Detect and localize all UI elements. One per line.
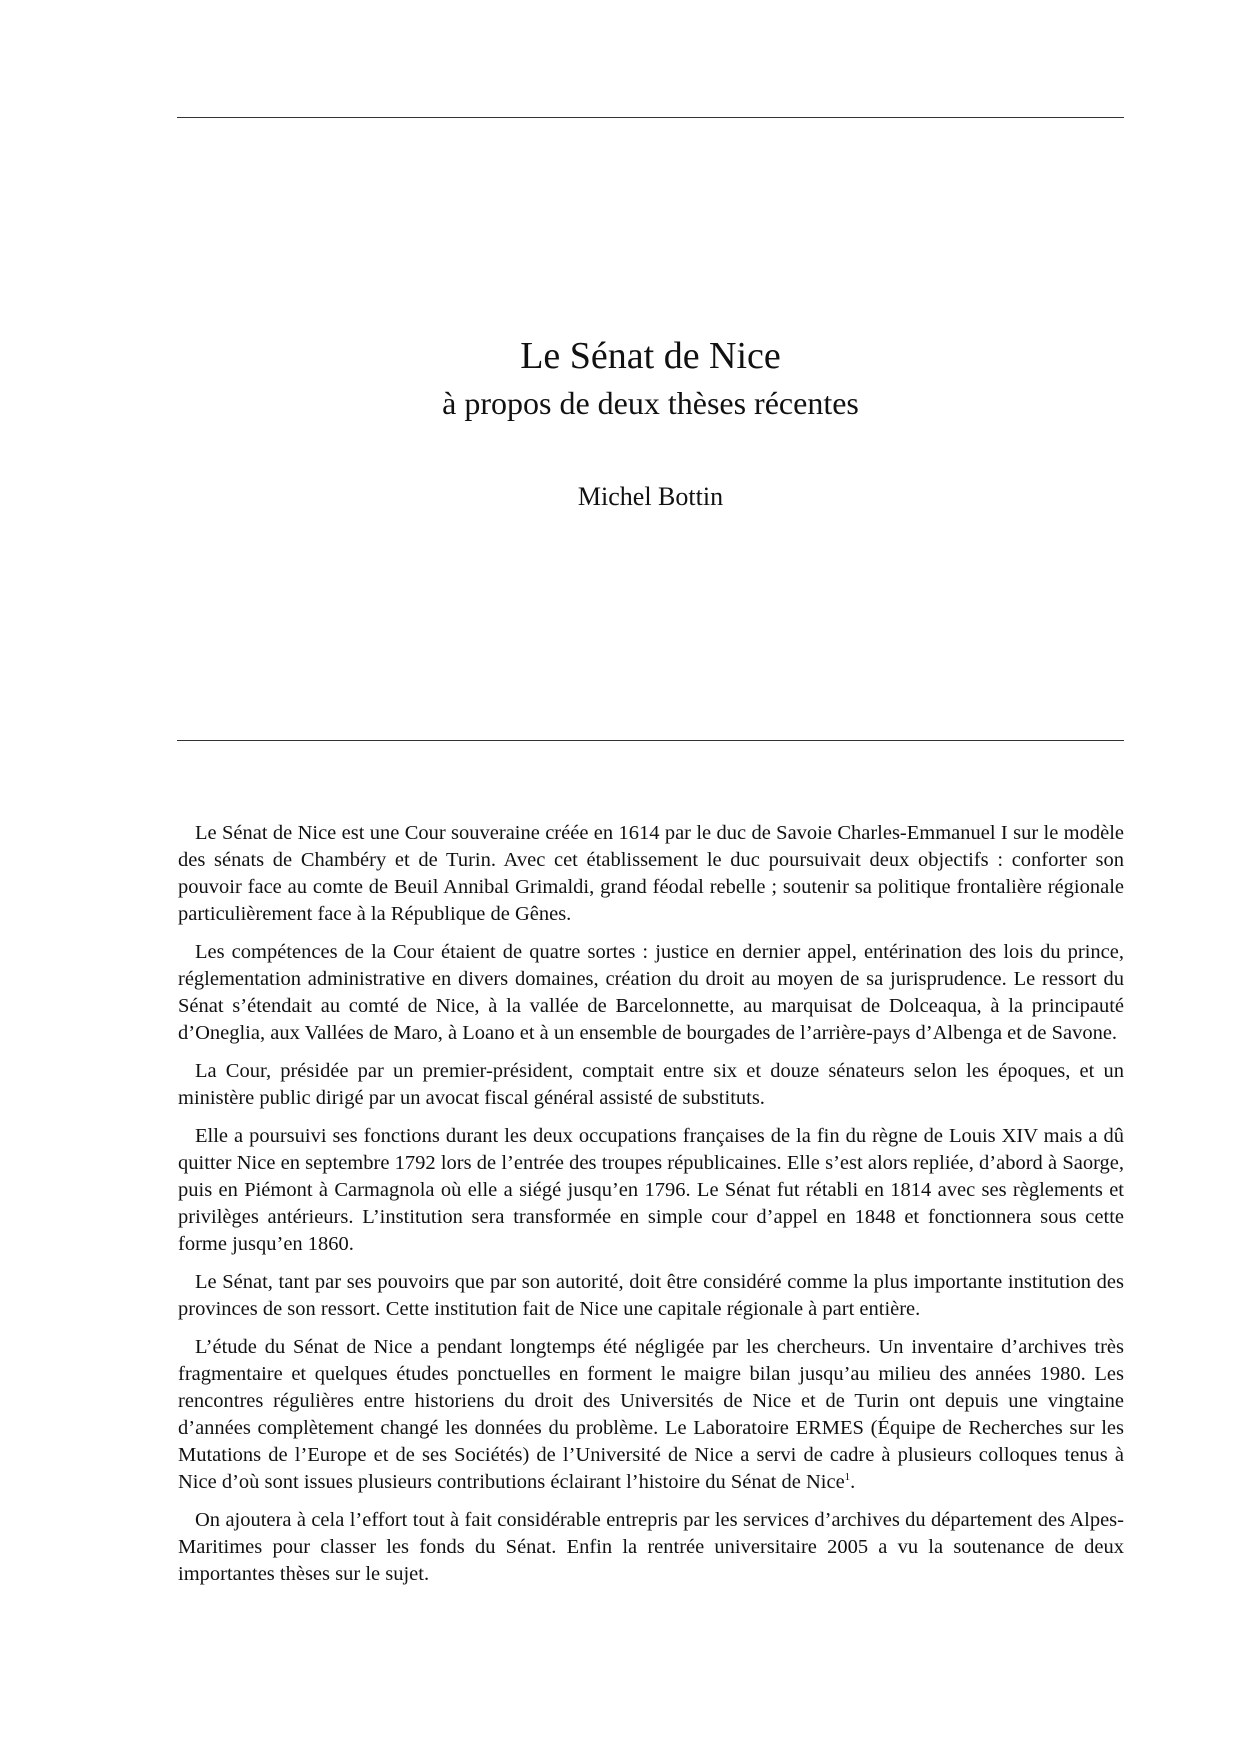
paragraph: Le Sénat de Nice est une Cour souveraine créée en 1614 par le duc de Savoie Charles-Emmanuel I sur le modèle des sénats de Chambéry et de Turin. Avec cet établissement le duc poursuivait deux objectifs : conforter son pouvoir face au comte de Beuil Annibal Grimaldi, grand féodal rebelle ; soutenir sa politique frontalière régionale particulièrement face à la République de Gênes. (178, 822, 1124, 925)
bottom-rule (177, 740, 1124, 741)
article-subtitle: à propos de deux thèses récentes (442, 385, 859, 421)
paragraph: Les compétences de la Cour étaient de quatre sortes : justice en dernier appel, entérination des lois du prince, réglementation administrative en divers domaines, création du droit au moyen de sa jurisprudence. Le ressort du Sénat s’étendait au comté de Nice, à la vallée de Barcelonnette, au marquisat de Dolceaqua, à la principauté d’Oneglia, aux Vallées de Maro, à Loano et à un ensemble de bourgades de l’arrière-pays d’Albenga et de Savone. (178, 941, 1124, 1044)
paragraph: Le Sénat, tant par ses pouvoirs que par son autorité, doit être considéré comme la plus importante institution des provinces de son ressort. Cette institution fait de Nice une capitale régionale à part entière. (178, 1271, 1124, 1320)
top-rule (177, 117, 1124, 118)
article-body (178, 820, 1124, 1599)
author-name: Michel Bottin (577, 482, 724, 511)
paragraph: La Cour, présidée par un premier-président, comptait entre six et douze sénateurs selon les époques, et un ministère public dirigé par un avocat fiscal général assisté de substituts. (178, 1060, 1124, 1109)
paragraph: On ajoutera à cela l’effort tout à fait considérable entrepris par les services d’archives du département des Alpes-Maritimes pour classer les fonds du Sénat. Enfin la rentrée universitaire 2005 a vu la soutenance de deux importantes thèses sur le sujet. (178, 1509, 1124, 1585)
paragraph-end: . (850, 1471, 856, 1493)
footnote-reference[interactable]: 1 (844, 1471, 851, 1484)
paragraph-text: L’étude du Sénat de Nice a pendant longtemps été négligée par les chercheurs. Un inventaire d’archives très fragmentaire et quelques études ponctuelles en forment le maigre bilan jusqu’au milieu des années 1980. Les rencontres régulières entre historiens du droit des Universités de Nice et de Turin ont depuis une vingtaine d’années complètement changé les données du problème. Le Laboratoire ERMES (Équipe de Recherches sur les Mutations de l’Europe et de ses Sociétés) de l’Université de Nice a servi de cadre à plusieurs colloques tenus à Nice d’où sont issues plusieurs contributions éclairant l’histoire du Sénat de Nice (178, 1336, 1124, 1493)
article-title: Le Sénat de Nice (520, 335, 781, 377)
paragraph (178, 1334, 1124, 1496)
paragraph: Elle a poursuivi ses fonctions durant les deux occupations françaises de la fin du règne de Louis XIV mais a dû quitter Nice en septembre 1792 lors de l’entrée des troupes républicaines. Elle s’est alors repliée, d’abord à Saorge, puis en Piémont à Carmagnola où elle a siégé jusqu’en 1796. Le Sénat fut rétabli en 1814 avec ses règlements et privilèges antérieurs. L’institution sera transformée en simple cour d’appel en 1848 et fonctionnera sous cette forme jusqu’en 1860. (178, 1125, 1124, 1255)
